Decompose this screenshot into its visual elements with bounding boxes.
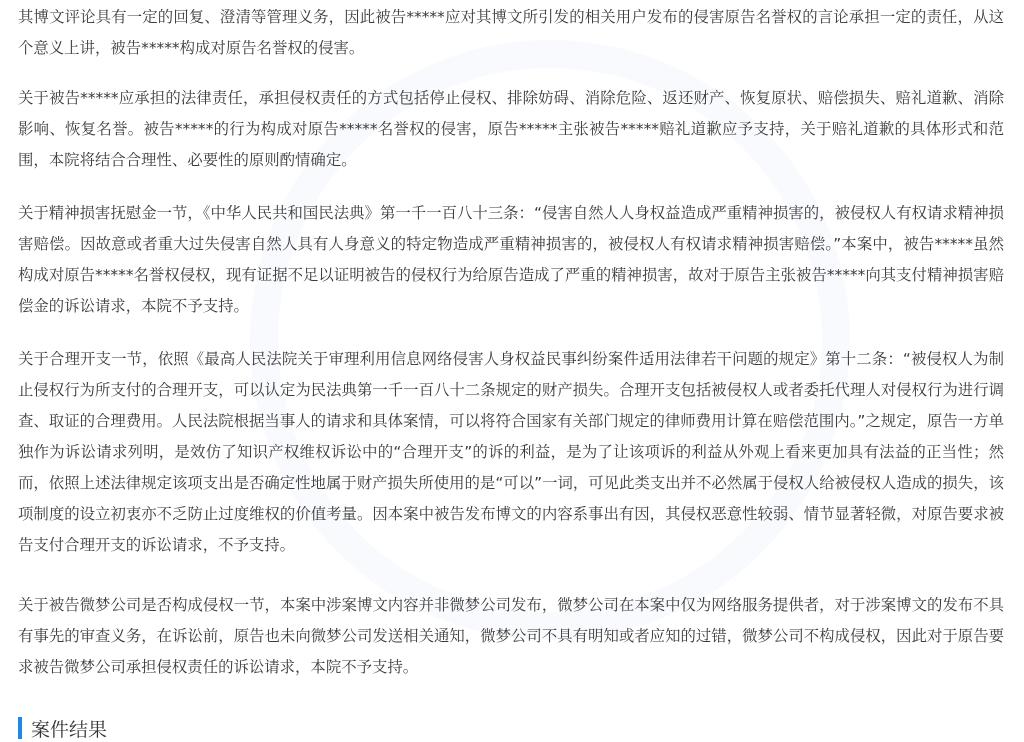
heading-accent-bar	[18, 717, 22, 739]
section-heading-case-result	[18, 713, 107, 742]
paragraph-legal-responsibility: 关于被告*****应承担的法律责任，承担侵权责任的方式包括停止侵权、排除妨碍、消除危险、返还财产、恢复原状、赔偿损失、赔礼道歉、消除影响、恢复名誉。被告*****的行为构成对原告*****名誉权的侵害，原告*****主张被告*****赔礼道歉应予支持，关于赔礼道歉的具体形式和范围，本院将结合合理性、必要性的原则酌情确定。	[18, 89, 1004, 169]
paragraph-reasonable-expenses: 关于合理开支一节，依照《最高人民法院关于审理利用信息网络侵害人身权益民事纠纷案件适用法律若干问题的规定》第十二条：“被侵权人为制止侵权行为所支付的合理开支，可以认定为民法典第一千一百八十二条规定的财产损失。合理开支包括被侵权人或者委托代理人对侵权行为进行调查、取证的合理费用。人民法院根据当事人的请求和具体案情，可以将符合国家有关部门规定的律师费用计算在赔偿范围内。”之规定，原告一方单独作为诉讼请求列明，是效仿了知识产权维权诉讼中的“合理开支”的诉的利益，是为了让该项诉的利益从外观上看来更加具有法益的正当性；然而，依照上述法律规定该项支出是否确定性地属于财产损失所使用的是“可以”一词，可见此类支出并不必然属于侵权人给被侵权人造成的损失，该项制度的设立初衷亦不乏防止过度维权的价值考量。因本案中被告发布博文的内容系事出有因，其侵权恶意性较弱、情节显著轻微，对原告要求被告支付合理开支的诉讼请求，不予支持。	[18, 350, 1004, 554]
section-heading-label: 案件结果	[31, 718, 108, 741]
paragraph-mental-damages: 关于精神损害抚慰金一节，《中华人民共和国民法典》第一千一百八十三条：“侵害自然人人身权益造成严重精神损害的，被侵权人有权请求精神损害赔偿。因故意或者重大过失侵害自然人具有人身意义的特定物造成严重精神损害的，被侵权人有权请求精神损害赔偿。”本案中，被告*****虽然构成对原告*****名誉权侵权，现有证据不足以证明被告的侵权行为给原告造成了严重的精神损害，故对于原告主张被告*****向其支付精神损害赔偿金的诉讼请求，本院不予支持。	[18, 204, 1004, 315]
paragraph-weimeng-company: 关于被告微梦公司是否构成侵权一节，本案中涉案博文内容并非微梦公司发布，微梦公司在本案中仅为网络服务提供者，对于涉案博文的发布不具有事先的审查义务，在诉讼前，原告也未向微梦公司发送相关通知，微梦公司不具有明知或者应知的过错，微梦公司不构成侵权，因此对于原告要求被告微梦公司承担侵权责任的诉讼请求，本院不予支持。	[18, 596, 1004, 676]
paragraph-reputation-liability: 其博文评论具有一定的回复、澄清等管理义务，因此被告*****应对其博文所引发的相关用户发布的侵害原告名誉权的言论承担一定的责任，从这个意义上讲，被告*****构成对原告名誉权的侵害。	[18, 8, 1004, 57]
